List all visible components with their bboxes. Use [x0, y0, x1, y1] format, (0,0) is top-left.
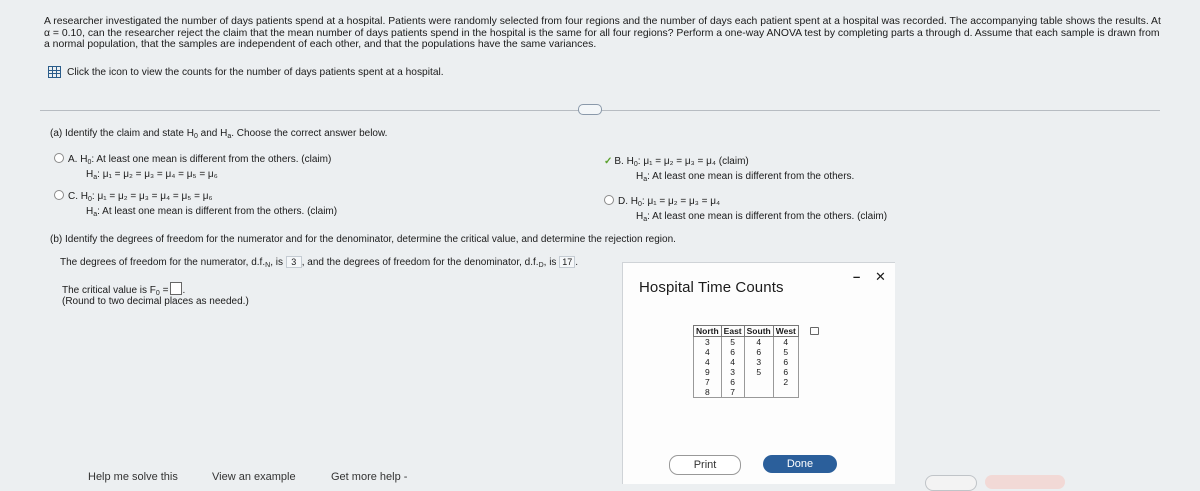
data-table-link-text[interactable]: Click the icon to view the counts for the number of days patients spent at a hospital.	[67, 66, 444, 78]
col-header-east: East	[721, 326, 744, 337]
clear-all-button[interactable]	[925, 475, 977, 491]
radio-option-d[interactable]	[604, 195, 614, 205]
option-c[interactable]: C. $H_0$: μ₁ = μ₂ = μ₃ = μ₄ = μ₅ = μ₆ $H_a$: At least one mean is different from the others. (claim)	[54, 190, 337, 221]
df-numerator-answer[interactable]: 3	[286, 256, 302, 268]
table-grid-icon[interactable]	[48, 66, 61, 78]
critical-value-line: The critical value is $F_0$ = .	[62, 282, 185, 300]
minimize-icon[interactable]: –	[853, 269, 861, 284]
col-header-south: South	[744, 326, 773, 337]
problem-statement: A researcher investigated the number of days patients spend at a hospital. Patients were randomly selected from four regions and the number of days each patient spent at a hospital was recorded. The accompanying table shows the results. At α = 0.10, can the researcher reject the claim that the mean number of days patients spend in the hospital is the same for all four regions? Perform a one-way ANOVA test by completing parts a through d. Assume that each sample is drawn from a normal population, that the samples are independent of each other, and that the populations have the same variances.	[44, 16, 1161, 51]
table-row: 4 6 6 5	[694, 347, 799, 357]
counts-table	[693, 325, 799, 398]
copy-data-icon[interactable]	[810, 327, 819, 335]
checkmark-icon: ✓	[604, 156, 613, 167]
get-more-help-link[interactable]: Get more help -	[331, 471, 408, 483]
table-row: 3 5 4 4	[694, 337, 799, 348]
df-denominator-answer[interactable]: 17	[559, 256, 575, 268]
check-answer-button[interactable]	[985, 475, 1065, 489]
help-me-solve-link[interactable]: Help me solve this	[88, 471, 178, 483]
part-a-prompt: (a) Identify the claim and state $H_0$ and $H_a$. Choose the correct answer below.	[50, 128, 388, 140]
option-a[interactable]: A. $H_0$: At least one mean is different from the others. (claim) $H_a$: μ₁ = μ₂ = μ₃ = μ₄ = μ₅ = μ₆	[54, 153, 331, 184]
option-d[interactable]: D. $H_0$: μ₁ = μ₂ = μ₃ = μ₄ $H_a$: At least one mean is different from the others. (claim)	[604, 195, 887, 226]
option-b[interactable]: ✓ B. $H_0$: μ₁ = μ₂ = μ₃ = μ₄ (claim) $H_a$: At least one mean is different from the others.	[604, 156, 855, 183]
round-note: (Round to two decimal places as needed.)	[62, 296, 249, 307]
done-button[interactable]: Done	[763, 455, 837, 473]
close-icon[interactable]: ✕	[875, 269, 886, 284]
critical-value-input[interactable]	[170, 282, 182, 295]
data-table-link[interactable]	[48, 66, 444, 78]
radio-option-a[interactable]	[54, 153, 64, 163]
col-header-west: West	[773, 326, 798, 337]
table-row: 4 4 3 6	[694, 357, 799, 367]
radio-option-c[interactable]	[54, 190, 64, 200]
hospital-counts-dialog	[622, 262, 895, 484]
df-sentence: The degrees of freedom for the numerator, $d.f._N$, is 3 , and the degrees of freedom for the denominator, $d.f._D$, is 17 .	[60, 257, 578, 269]
table-row: 7 6 2	[694, 377, 799, 387]
more-options-handle[interactable]	[578, 104, 602, 115]
table-row: 8 7	[694, 387, 799, 398]
table-row: 9 3 5 6	[694, 367, 799, 377]
col-header-north: North	[694, 326, 722, 337]
dialog-title: Hospital Time Counts	[639, 279, 784, 296]
print-button[interactable]: Print	[669, 455, 741, 475]
part-b-prompt: (b) Identify the degrees of freedom for the numerator and for the denominator, determine the critical value, and determine the rejection region.	[50, 234, 676, 245]
view-example-link[interactable]: View an example	[212, 471, 296, 483]
